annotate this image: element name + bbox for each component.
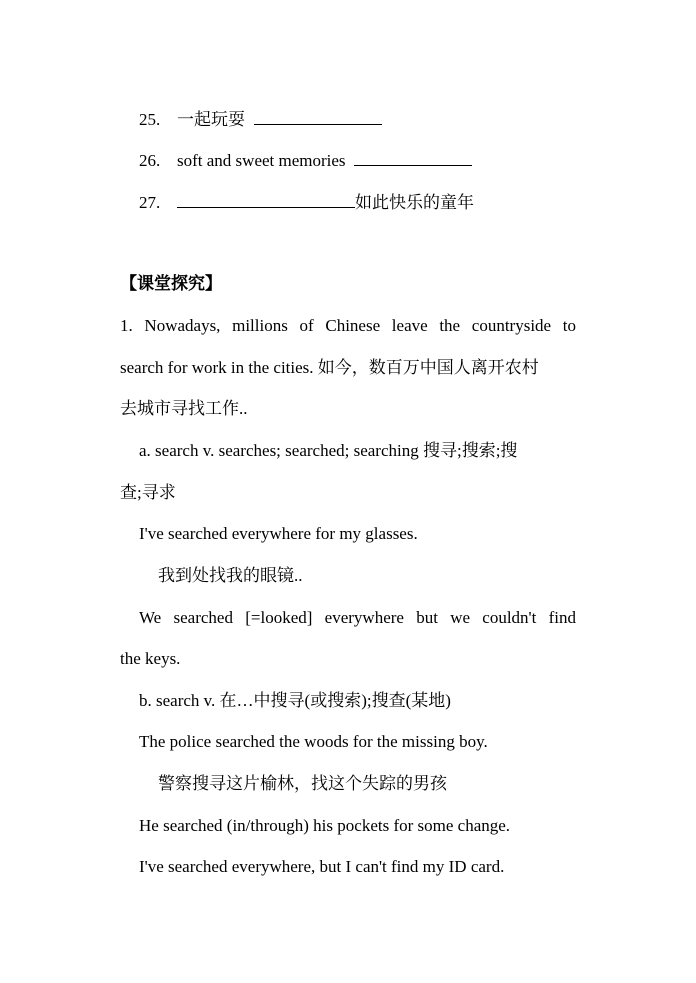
vocab-item-27 — [139, 191, 474, 214]
vocab-text: 一起玩耍 — [177, 110, 245, 129]
item1-line2: search for work in the cities. 如今，数百万中国人离开农村 — [120, 358, 539, 377]
sense-a-example1-en: I've searched everywhere for my glasses. — [139, 524, 418, 543]
sense-a-example2-line1-text: We searched [=looked] everywhere but we couldn't find — [139, 608, 576, 627]
sense-a-line1: a. search v. searches; searched; searching 搜寻;搜索;搜 — [139, 441, 518, 460]
sense-b-example1-zh: 警察搜寻这片榆林，找这个失踪的男孩 — [158, 774, 447, 793]
sense-b-line1: b. search v. 在…中搜寻(或搜索);搜查(某地) — [139, 691, 451, 710]
sense-b-example1-en: The police searched the woods for the missing boy. — [139, 732, 488, 751]
answer-blank[interactable] — [354, 149, 472, 166]
item1-line3: 去城市寻找工作.. — [120, 399, 248, 418]
answer-blank[interactable] — [177, 191, 355, 208]
vocab-text: 如此快乐的童年 — [355, 193, 474, 212]
vocab-text: soft and sweet memories — [177, 151, 346, 170]
vocab-number: 26. — [139, 151, 161, 170]
sense-a-line2: 查;寻求 — [120, 483, 176, 502]
vocab-item-25 — [139, 108, 382, 131]
answer-blank[interactable] — [254, 108, 382, 125]
vocab-number: 25. — [139, 110, 161, 129]
item1-line1-text: 1. Nowadays, millions of Chinese leave the countryside to — [120, 316, 576, 335]
item1-line1 — [120, 315, 576, 337]
section-title: 【课堂探究】 — [120, 274, 222, 293]
sense-b-example2-en: He searched (in/through) his pockets for some change. — [139, 816, 511, 835]
vocab-number: 27. — [139, 193, 161, 212]
sense-a-example2-line2: the keys. — [120, 649, 181, 668]
sense-a-example2-line1 — [139, 607, 576, 629]
sense-a-example1-zh: 我到处找我的眼镜.. — [158, 566, 303, 585]
vocab-item-26 — [139, 149, 472, 172]
sense-b-example3-en: I've searched everywhere, but I can't find my ID card. — [139, 857, 505, 876]
